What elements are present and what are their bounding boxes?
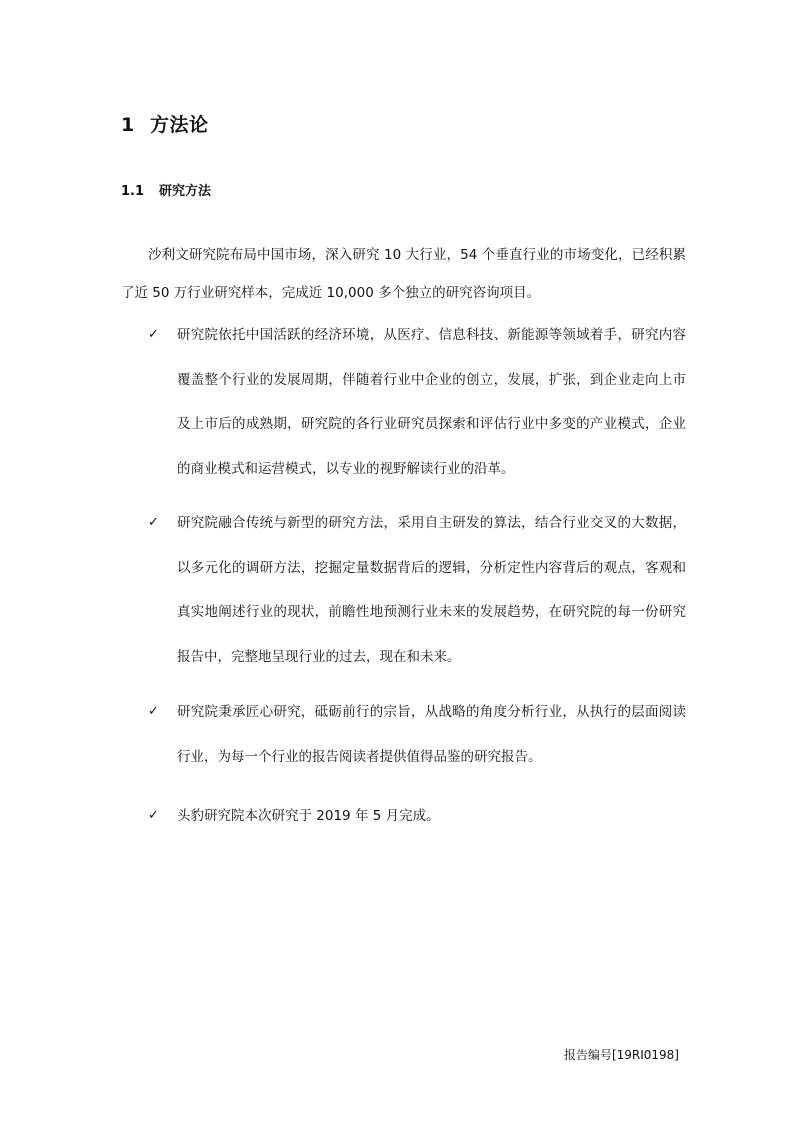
checkmark-icon: ✓ [148, 327, 159, 342]
bullet-text: 头豹研究院本次研究于 2019 年 5 月完成。 [177, 808, 440, 824]
report-number: 报告编号[19RI0198] [563, 1048, 679, 1062]
bullet-item [148, 697, 686, 779]
intro-paragraph: 沙利文研究院布局中国市场，深入研究 10 大行业，54 个垂直行业的市场变化，已经积累了近 50 万行业研究样本，完成近 10,000 多个独立的研究咨询项目。 [121, 247, 686, 301]
checkmark-icon: ✓ [148, 808, 159, 823]
section-heading [121, 110, 209, 137]
bullet-text: 研究院秉承匠心研究，砥砺前行的宗旨，从战略的角度分析行业，从执行的层面阅读行业，为每一个行业的报告阅读者提供值得品鉴的研究报告。 [177, 704, 686, 765]
subsection-number: 1.1 [121, 184, 145, 199]
subsection-title: 研究方法 [159, 184, 212, 199]
bullet-item [148, 508, 686, 679]
bullet-text: 研究院融合传统与新型的研究方法，采用自主研发的算法，结合行业交叉的大数据，以多元化的调研方法，挖掘定量数据背后的逻辑，分析定性内容背后的观点，客观和真实地阐述行业的现状，前瞻性地预测行业未来的发展趋势，在研究院的每一份研究报告中，完整地呈现行业的过去，现在和未来。 [177, 515, 686, 665]
bullet-text: 研究院依托中国活跃的经济环境，从医疗、信息科技、新能源等领域着手，研究内容覆盖整个行业的发展周期，伴随着行业中企业的创立，发展，扩张，到企业走向上市及上市后的成熟期，研究院的各行业研究员探索和评估行业中多变的产业模式，企业的商业模式和运营模式，以专业的视野解读行业的沿革。 [177, 327, 686, 477]
subsection-heading [121, 180, 211, 199]
section-title: 方法论 [150, 114, 209, 136]
bullet-item [148, 801, 686, 839]
checkmark-icon: ✓ [148, 704, 159, 719]
bullet-item [148, 320, 686, 491]
checkmark-icon: ✓ [148, 515, 159, 530]
section-number: 1 [121, 114, 135, 136]
